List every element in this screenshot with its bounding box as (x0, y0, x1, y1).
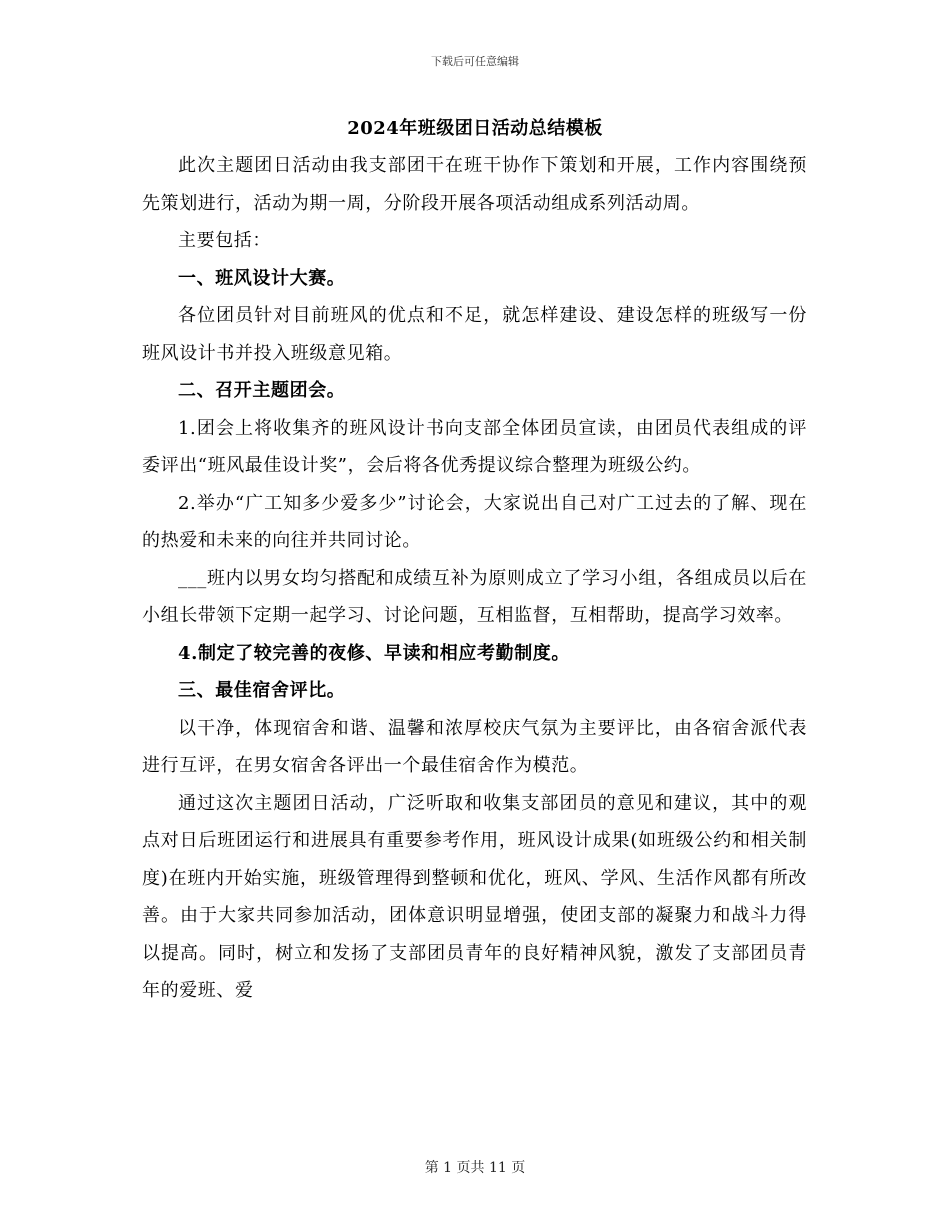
section-heading: 二、召开主题团会。 (178, 380, 346, 401)
body-paragraph: 此次主题团日活动由我支部团干在班干协作下策划和开展，工作内容围绕预先策划进行，活动为期一周，分阶段开展各项活动组成系列活动周。 (142, 155, 807, 214)
body-paragraph: 主要包括： (178, 230, 271, 251)
section-heading: 三、最佳宿舍评比。 (178, 680, 346, 701)
document-title: 2024年班级团日活动总结模板 (347, 118, 603, 139)
page-header: 下载后可任意编辑 (431, 55, 519, 68)
document-body (142, 147, 807, 1010)
body-paragraph: 2.举办“广工知多少爱多少”讨论会，大家说出自己对广工过去的了解、现在的热爱和未来的向往并共同讨论。 (142, 492, 807, 551)
section-heading: 一、班风设计大赛。 (178, 267, 346, 289)
body-paragraph: 通过这次主题团日活动，广泛听取和收集支部团员的意见和建议，其中的观点对日后班团运行和进展具有重要参考作用，班风设计成果(如班级公约和相关制度)在班内开始实施，班级管理得到整顿和优化，班风、学风、生活作风都有所改善。由于大家共同参加活动，团体意识明显增强，使团支部的凝聚力和战斗力得以提高。同时，树立和发扬了支部团员青年的良好精神风貌，激发了支部团员青年的爱班、爱 (142, 792, 807, 1001)
body-paragraph: 1.团会上将收集齐的班风设计书向支部全体团员宣读，由团员代表组成的评委评出“班风最佳设计奖”，会后将各优秀提议综合整理为班级公约。 (142, 417, 807, 476)
body-paragraph: 各位团员针对目前班风的优点和不足，就怎样建设、建设怎样的班级写一份班风设计书并投入班级意见箱。 (142, 305, 807, 364)
body-paragraph: ___班内以男女均匀搭配和成绩互补为原则成立了学习小组，各组成员以后在小组长带领下定期一起学习、讨论问题，互相监督，互相帮助，提高学习效率。 (142, 567, 807, 626)
bold-list-item: 4.制定了较完善的夜修、早读和相应考勤制度。 (178, 642, 570, 664)
page-footer: 第 1 页共 11 页 (424, 1160, 526, 1176)
body-paragraph: 以干净，体现宿舍和谐、温馨和浓厚校庆气氛为主要评比，由各宿舍派代表进行互评，在男女宿舍各评出一个最佳宿舍作为模范。 (142, 717, 807, 776)
